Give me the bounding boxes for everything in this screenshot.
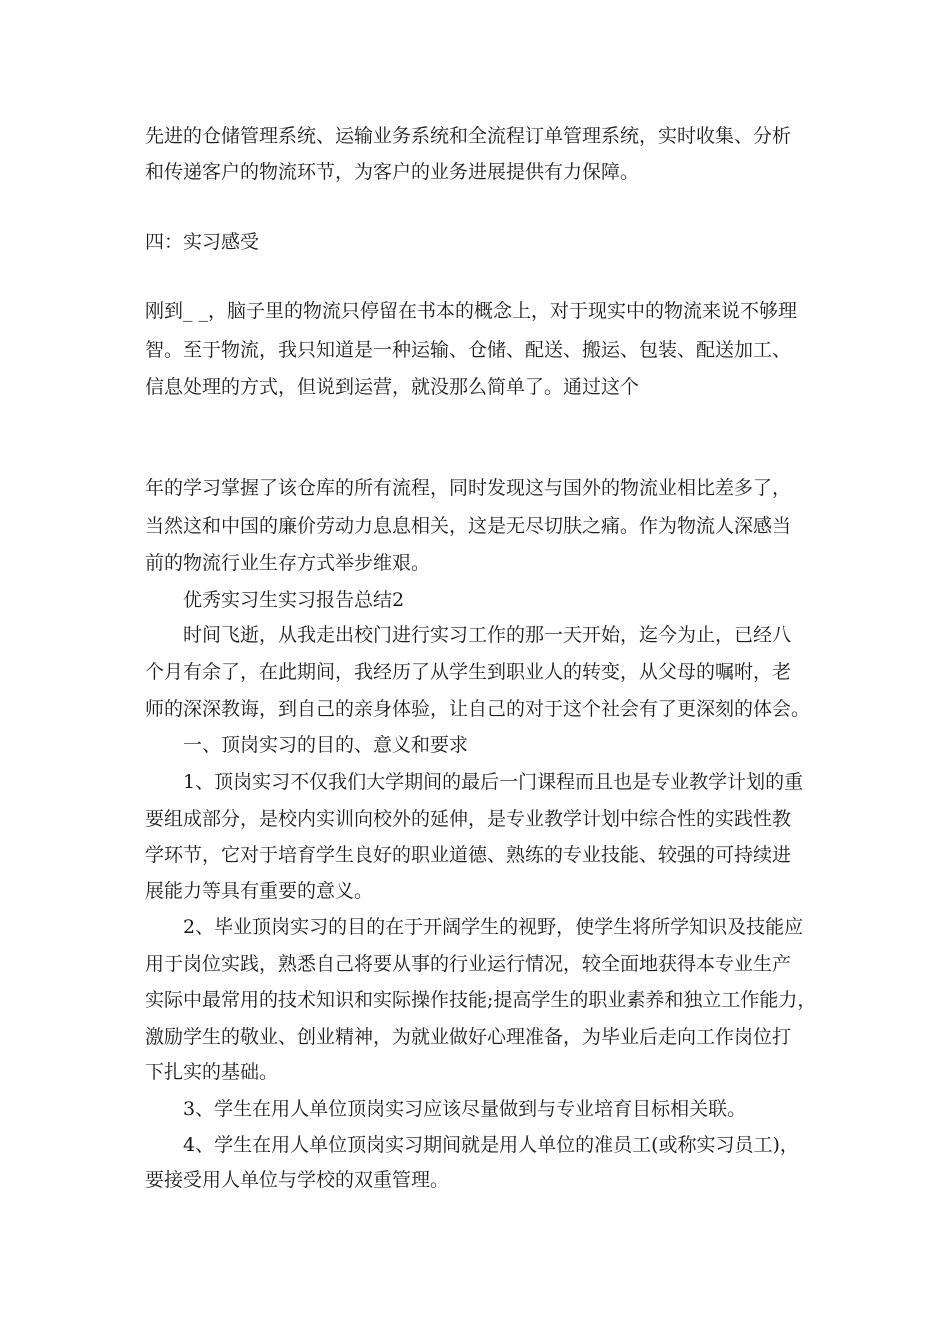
paragraph-line: 个月有余了，在此期间，我经历了从学生到职业人的转变，从父母的嘱咐，老 — [145, 661, 792, 683]
paragraph-line: 要组成部分，是校内实训向校外的延伸，是专业教学计划中综合性的实践性教 — [145, 808, 792, 830]
paragraph-line: 师的深深教诲，到自己的亲身体验，让自己的对于这个社会有了更深刻的体会。 — [145, 698, 811, 720]
report-title: 优秀实习生实习报告总结2 — [183, 589, 405, 611]
paragraph-line: 3、学生在用人单位顶岗实习应该尽量做到与专业培育目标相关联。 — [183, 1098, 747, 1120]
paragraph-line: 和传递客户的物流环节，为客户的业务进展提供有力保障。 — [145, 161, 640, 183]
paragraph-line: 激励学生的敬业、创业精神，为就业做好心理准备，为毕业后走向工作岗位打 — [145, 1026, 792, 1048]
paragraph-line: 下扎实的基础。 — [145, 1061, 279, 1083]
paragraph-line: 年的学习掌握了该仓库的所有流程，同时发现这与国外的物流业相比差多了， — [145, 477, 792, 499]
paragraph-line: 前的物流行业生存方式举步维艰。 — [145, 552, 431, 574]
paragraph-line: 4、学生在用人单位顶岗实习期间就是用人单位的准员工(或称实习员工)， — [183, 1134, 799, 1156]
paragraph-line: 2、毕业顶岗实习的目的在于开阔学生的视野，使学生将所学知识及技能应 — [183, 916, 804, 938]
section-heading: 四：实习感受 — [145, 231, 260, 253]
paragraph-line: 时间飞逝，从我走出校门进行实习工作的那一天开始，迄今为止，已经八 — [183, 624, 792, 646]
paragraph-line: 要接受用人单位与学校的双重管理。 — [145, 1169, 450, 1191]
paragraph-line: 1、顶岗实习不仅我们大学期间的最后一门课程而且也是专业教学计划的重 — [183, 771, 804, 793]
paragraph-line: 实际中最常用的技术知识和实际操作技能;提高学生的职业素养和独立工作能力， — [145, 989, 817, 1011]
paragraph-line: 展能力等具有重要的意义。 — [145, 880, 374, 902]
paragraph-line: 用于岗位实践，熟悉自己将要从事的行业运行情况，较全面地获得本专业生产 — [145, 953, 792, 975]
paragraph-line: 智。至于物流，我只知道是一种运输、仓储、配送、搬运、包装、配送加工、 — [145, 339, 792, 361]
paragraph-line: 当然这和中国的廉价劳动力息息相关，这是无尽切肤之痛。作为物流人深感当 — [145, 515, 792, 537]
paragraph-line: 信息处理的方式，但说到运营，就没那么简单了。通过这个 — [145, 376, 640, 398]
paragraph-line: 学环节，它对于培育学生良好的职业道德、熟练的专业技能、较强的可持续进 — [145, 844, 792, 866]
section-heading: 一、顶岗实习的目的、意义和要求 — [183, 734, 469, 756]
paragraph-line: 先进的仓储管理系统、运输业务系统和全流程订单管理系统，实时收集、分析 — [145, 125, 792, 147]
paragraph-line: 刚到_ _，脑子里的物流只停留在书本的概念上，对于现实中的物流来说不够理 — [145, 300, 798, 322]
